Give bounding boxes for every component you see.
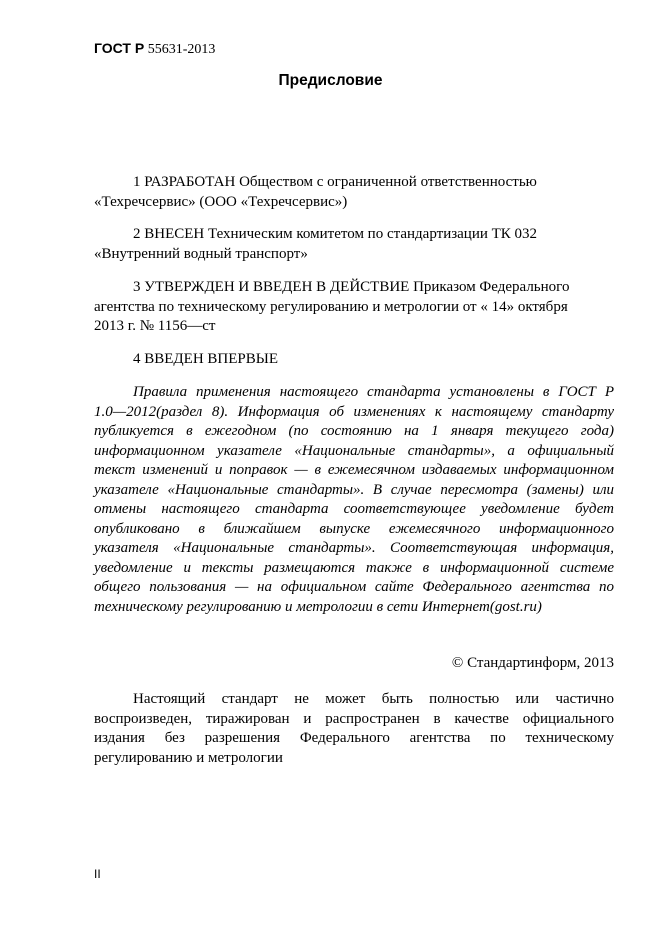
italic-line: публикуется в ежегодном (по состоянию на 1 января текущего года) — [94, 423, 614, 439]
item-3-line-2: агентства по техническому регулированию и метрологии от « 14» октября — [94, 298, 568, 315]
page-title: Предисловие — [278, 72, 383, 89]
notice-line: воспроизведен, тиражирован и распространен в качестве официального — [94, 710, 614, 727]
italic-line: указателе «Национальные стандарты». В случае пересмотра (замены) или — [94, 481, 614, 498]
item-3-line-1: 3 УТВЕРЖДЕН И ВВЕДЕН В ДЕЙСТВИЕ Приказом Федерального — [133, 279, 570, 295]
italic-line: опубликовано в ближайшем выпуске ежемесячного информационного — [94, 520, 614, 537]
item-1-line-2: «Техречсервис» (ООО «Техречсервис») — [94, 193, 348, 210]
italic-line: указателя «Национальные стандарты». Соответствующая информация, — [94, 540, 614, 556]
item-2-line-1: 2 ВНЕСЕН Техническим комитетом по стандартизации ТК 032 — [133, 226, 538, 242]
document-header — [94, 39, 215, 59]
page-number: II — [94, 867, 101, 881]
header-prefix: ГОСТ Р — [94, 40, 145, 56]
item-3-line-3: 2013 г. № 1156—ст — [94, 318, 216, 334]
header-number: 55631-2013 — [147, 42, 216, 57]
item-4-line-1: 4 ВВЕДЕН ВПЕРВЫЕ — [133, 351, 278, 367]
item-2 — [94, 225, 614, 264]
item-1 — [94, 173, 614, 212]
notice — [94, 690, 614, 768]
notice-line: регулированию и метрологии — [94, 749, 283, 766]
item-2-line-2: «Внутренний водный транспорт» — [94, 245, 308, 262]
italic-line: 1.0—2012(раздел 8). Информация об изменениях к настоящему стандарту — [94, 403, 614, 420]
item-4 — [94, 350, 614, 370]
copyright: © Стандартинформ, 2013 — [451, 655, 614, 671]
notice-line: Настоящий стандарт не может быть полностью или частично — [133, 691, 614, 707]
notice-line: издания без разрешения Федерального агентства по техническому — [94, 730, 614, 746]
italic-line: текст изменений и поправок — в ежемесячном издаваемых информационном — [94, 462, 614, 478]
italic-line: отмены настоящего стандарта соответствующее уведомление будет — [94, 501, 614, 517]
italic-line: уведомление и тексты размещаются также в информационной системе — [94, 559, 614, 576]
italic-line: техническому регулированию и метрологии в сети Интернет(gost.ru) — [94, 598, 542, 615]
italic-block — [94, 383, 614, 617]
italic-line: общего пользования — на официальном сайте Федерального агентства по — [94, 579, 614, 595]
italic-line: информационном указателе «Национальные стандарты», а официальный — [94, 442, 614, 459]
item-3 — [94, 278, 614, 337]
italic-line: Правила применения настоящего стандарта установлены в ГОСТ Р — [133, 384, 614, 400]
item-1-line-1: 1 РАЗРАБОТАН Обществом с ограниченной ответственностью — [133, 174, 537, 190]
